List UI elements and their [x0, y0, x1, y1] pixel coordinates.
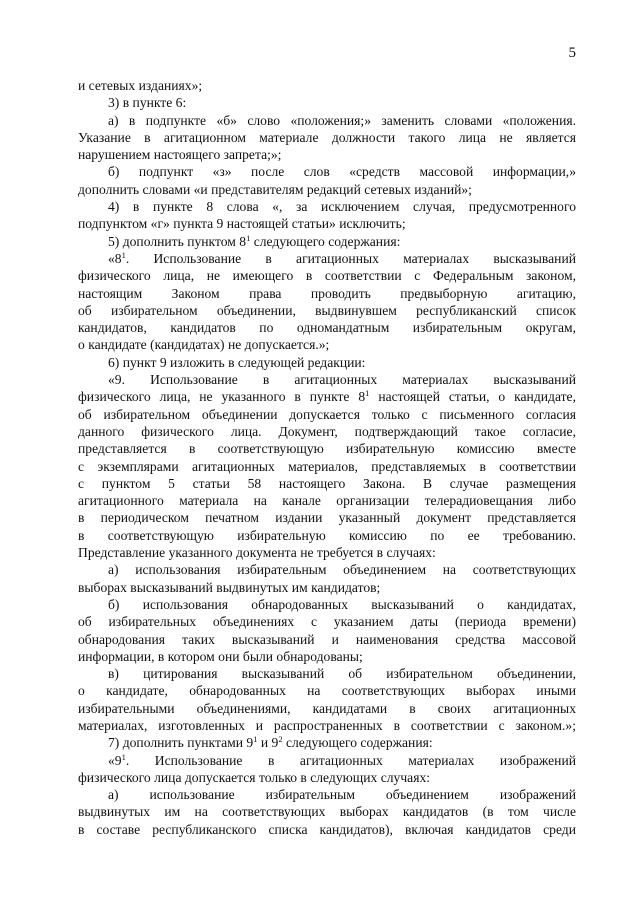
text-line	[78, 94, 576, 111]
superscript: 1	[253, 734, 258, 745]
text-line	[78, 527, 576, 544]
text-span: физического лица допускается только в следующих случаях:	[78, 769, 431, 785]
text-line	[78, 752, 576, 769]
text-span: представляется в соответствующую избирательную комиссию вместе	[78, 441, 576, 457]
text-span: в) цитирования высказываний об избирательном объединении,	[108, 666, 576, 682]
superscript: 1	[121, 751, 126, 762]
text-line	[78, 146, 576, 163]
text-span: 3) в пункте 6:	[108, 95, 187, 111]
superscript: 1	[246, 232, 251, 243]
text-line	[78, 665, 576, 682]
text-line	[78, 198, 576, 215]
text-line	[78, 631, 576, 648]
text-span: материалах, изготовленных и распространенных в соответствии с законом.»;	[78, 717, 576, 733]
text-line	[78, 302, 576, 319]
text-span: 4) в пункте 8 слова «, за исключением случая, предусмотренного	[108, 199, 576, 215]
text-line	[78, 544, 576, 561]
text-line	[78, 77, 576, 94]
text-span: «9	[108, 752, 122, 768]
text-span: об избирательном объединении допускается только с письменного согласия	[78, 406, 576, 422]
text-span: а) использование избирательным объединением изображений	[108, 787, 576, 803]
text-span: а) использования избирательным объединением на соответствующих	[108, 562, 576, 578]
text-span: настоящей статьи, о кандидате,	[369, 389, 576, 405]
text-line	[78, 561, 576, 578]
text-line	[78, 786, 576, 803]
text-span: выборах высказываний выдвинутых им кандидатов;	[78, 579, 381, 595]
text-line	[78, 163, 576, 180]
text-line	[78, 821, 576, 838]
text-span: с пунктом 5 статьи 58 настоящего Закона. В случае размещения	[78, 475, 576, 491]
text-span: обнародования таких высказываний и наименования средства массовой	[78, 631, 576, 647]
text-line	[78, 648, 576, 665]
text-line	[78, 233, 576, 250]
text-span: «8	[108, 250, 122, 266]
text-span: нарушением настоящего запрета;»;	[78, 147, 282, 163]
text-line	[78, 440, 576, 457]
text-span: 6) пункт 9 изложить в следующей редакции:	[108, 354, 366, 370]
text-line	[78, 319, 576, 336]
text-span: в периодическом печатном издании указанный документ представляется	[78, 510, 576, 526]
text-span: дополнить словами «и представителям редакций сетевых изданий»;	[78, 181, 472, 197]
text-line	[78, 803, 576, 820]
text-span: физического лица, не имеющего в соответствии с Федеральным законом,	[78, 268, 576, 284]
text-span: кандидатов, кандидатов по одномандатным избирательным округам,	[78, 320, 576, 336]
text-span: Представление указанного документа не требуется в случаях:	[78, 545, 436, 561]
superscript: 1	[121, 249, 126, 260]
text-line	[78, 769, 576, 786]
text-line	[78, 215, 576, 232]
text-span: избирательными объединениями, кандидатами в своих агитационных	[78, 700, 576, 716]
text-span: а) в подпункте «б» слово «положения;» заменить словами «положения.	[108, 112, 576, 128]
text-span: с экземплярами агитационных материалов, представляемых в соответствии	[78, 458, 576, 474]
text-line	[78, 613, 576, 630]
superscript: 1	[365, 388, 370, 399]
text-span: . Использование в агитационных материалах высказываний	[125, 250, 576, 266]
text-line	[78, 475, 576, 492]
text-line	[78, 492, 576, 509]
text-line	[78, 388, 576, 405]
text-line	[78, 336, 576, 353]
text-line	[78, 181, 576, 198]
text-line	[78, 112, 576, 129]
text-span: об избирательном объединении, выдвинувшем республиканский список	[78, 302, 576, 318]
text-span: о кандидате, обнародованных на соответствующих выборах иными	[78, 683, 576, 699]
text-span: «9. Использование в агитационных материалах высказываний	[108, 372, 576, 388]
text-line	[78, 129, 576, 146]
text-span: о кандидате (кандидатах) не допускается.»;	[78, 337, 330, 353]
text-line	[78, 717, 576, 734]
text-span: следующего содержания:	[282, 735, 433, 751]
text-span: агитационного материала на канале организации телерадиовещания либо	[78, 493, 576, 509]
text-line	[78, 734, 576, 751]
text-span: выдвинутых им на соответствующих выборах кандидатов (в том числе	[78, 804, 576, 820]
text-span: в соответствующую избирательную комиссию по ее требованию.	[78, 527, 576, 543]
text-span: и сетевых изданиях»;	[78, 78, 203, 93]
text-line	[78, 458, 576, 475]
text-line	[78, 700, 576, 717]
text-span: в составе республиканского списка кандидатов), включая кандидатов среди	[78, 821, 576, 837]
superscript: 2	[278, 734, 283, 745]
text-span: настоящим Законом права проводить предвыборную агитацию,	[78, 285, 576, 301]
text-line	[78, 596, 576, 613]
text-span: 5) дополнить пунктом 8	[108, 233, 247, 249]
text-span: и 9	[257, 735, 279, 751]
text-span: Указание в агитационном материале должности такого лица не является	[78, 129, 576, 145]
text-line	[78, 579, 576, 596]
document-body	[78, 77, 576, 838]
text-span: об избирательных объединениях с указанием даты (периода времени)	[78, 614, 576, 630]
text-line	[78, 285, 576, 302]
text-span: . Использование в агитационных материалах изображений	[125, 752, 576, 768]
text-line	[78, 354, 576, 371]
text-span: 7) дополнить пунктами 9	[108, 735, 254, 751]
page-number: 5	[568, 45, 576, 61]
text-span: б) подпункт «з» после слов «средств массовой информации,»	[108, 164, 576, 180]
text-span: подпунктом «г» пункта 9 настоящей статьи» исключить;	[78, 216, 406, 232]
text-span: информации, в котором они были обнародованы;	[78, 648, 363, 664]
text-span: физического лица, не указанного в пункте 8	[78, 389, 366, 405]
text-span: данного физического лица. Документ, подтверждающий такое согласие,	[78, 423, 576, 439]
text-line	[78, 423, 576, 440]
text-span: б) использования обнародованных высказываний о кандидатах,	[108, 596, 576, 612]
text-line	[78, 682, 576, 699]
text-span: следующего содержания:	[250, 233, 401, 249]
text-line	[78, 509, 576, 526]
text-line	[78, 267, 576, 284]
text-line	[78, 371, 576, 388]
text-line	[78, 406, 576, 423]
text-line	[78, 250, 576, 267]
